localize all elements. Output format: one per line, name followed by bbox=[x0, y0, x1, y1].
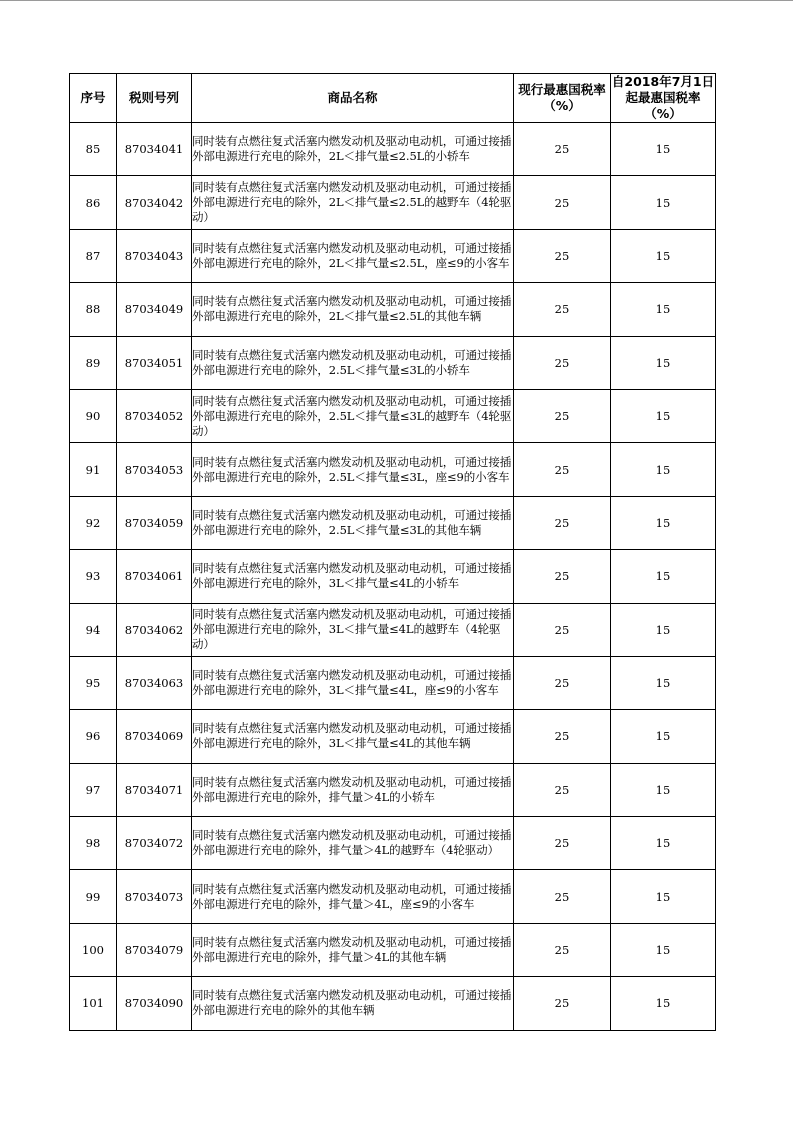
row-current-rate: 25 bbox=[514, 229, 611, 282]
row-index: 94 bbox=[70, 603, 117, 656]
table-row bbox=[70, 283, 716, 336]
row-new-rate: 15 bbox=[611, 176, 716, 229]
row-goods-name: 同时装有点燃往复式活塞内燃发动机及驱动电动机，可通过接插外部电源进行充电的除外，2.5L＜排气量≤3L的小轿车 bbox=[192, 336, 514, 389]
row-goods-name: 同时装有点燃往复式活塞内燃发动机及驱动电动机，可通过接插外部电源进行充电的除外，2L＜排气量≤2.5L，座≤9的小客车 bbox=[192, 229, 514, 282]
row-new-rate: 15 bbox=[611, 977, 716, 1030]
row-current-rate: 25 bbox=[514, 176, 611, 229]
table-row bbox=[70, 336, 716, 389]
row-goods-name: 同时装有点燃往复式活塞内燃发动机及驱动电动机，可通过接插外部电源进行充电的除外，3L＜排气量≤4L的其他车辆 bbox=[192, 710, 514, 763]
row-new-rate: 15 bbox=[611, 443, 716, 496]
row-current-rate: 25 bbox=[514, 710, 611, 763]
row-goods-name: 同时装有点燃往复式活塞内燃发动机及驱动电动机，可通过接插外部电源进行充电的除外，2.5L＜排气量≤3L的其他车辆 bbox=[192, 496, 514, 549]
row-goods-name: 同时装有点燃往复式活塞内燃发动机及驱动电动机，可通过接插外部电源进行充电的除外，3L＜排气量≤4L的越野车（4轮驱动） bbox=[192, 603, 514, 656]
row-tariff-code: 87034059 bbox=[117, 496, 192, 549]
row-tariff-code: 87034042 bbox=[117, 176, 192, 229]
row-index: 96 bbox=[70, 710, 117, 763]
row-goods-name: 同时装有点燃往复式活塞内燃发动机及驱动电动机，可通过接插外部电源进行充电的除外，排气量＞4L的其他车辆 bbox=[192, 923, 514, 976]
row-goods-name: 同时装有点燃往复式活塞内燃发动机及驱动电动机，可通过接插外部电源进行充电的除外，2L＜排气量≤2.5L的越野车（4轮驱动） bbox=[192, 176, 514, 229]
row-current-rate: 25 bbox=[514, 763, 611, 816]
row-current-rate: 25 bbox=[514, 603, 611, 656]
row-tariff-code: 87034073 bbox=[117, 870, 192, 923]
row-tariff-code: 87034069 bbox=[117, 710, 192, 763]
table-row bbox=[70, 817, 716, 870]
table-row bbox=[70, 229, 716, 282]
row-index: 85 bbox=[70, 123, 117, 176]
row-index: 86 bbox=[70, 176, 117, 229]
row-new-rate: 15 bbox=[611, 603, 716, 656]
table-row bbox=[70, 656, 716, 709]
row-index: 97 bbox=[70, 763, 117, 816]
row-tariff-code: 87034072 bbox=[117, 817, 192, 870]
table-row bbox=[70, 389, 716, 442]
table-row bbox=[70, 123, 716, 176]
row-index: 93 bbox=[70, 550, 117, 603]
row-goods-name: 同时装有点燃往复式活塞内燃发动机及驱动电动机，可通过接插外部电源进行充电的除外，3L＜排气量≤4L的小轿车 bbox=[192, 550, 514, 603]
tariff-table bbox=[69, 73, 716, 1031]
row-new-rate: 15 bbox=[611, 763, 716, 816]
row-goods-name: 同时装有点燃往复式活塞内燃发动机及驱动电动机，可通过接插外部电源进行充电的除外，2.5L＜排气量≤3L的越野车（4轮驱动） bbox=[192, 389, 514, 442]
row-tariff-code: 87034062 bbox=[117, 603, 192, 656]
row-new-rate: 15 bbox=[611, 656, 716, 709]
row-index: 99 bbox=[70, 870, 117, 923]
row-current-rate: 25 bbox=[514, 870, 611, 923]
row-current-rate: 25 bbox=[514, 389, 611, 442]
row-tariff-code: 87034041 bbox=[117, 123, 192, 176]
row-new-rate: 15 bbox=[611, 229, 716, 282]
row-current-rate: 25 bbox=[514, 656, 611, 709]
header-goods-name: 商品名称 bbox=[192, 74, 514, 123]
header-new-rate: 自2018年7月1日起最惠国税率（%） bbox=[611, 74, 715, 121]
row-new-rate: 15 bbox=[611, 923, 716, 976]
row-current-rate: 25 bbox=[514, 283, 611, 336]
row-tariff-code: 87034051 bbox=[117, 336, 192, 389]
row-current-rate: 25 bbox=[514, 977, 611, 1030]
row-new-rate: 15 bbox=[611, 550, 716, 603]
header-row bbox=[70, 74, 716, 123]
row-goods-name: 同时装有点燃往复式活塞内燃发动机及驱动电动机，可通过接插外部电源进行充电的除外，排气量＞4L的小轿车 bbox=[192, 763, 514, 816]
table-row bbox=[70, 176, 716, 229]
row-new-rate: 15 bbox=[611, 389, 716, 442]
table-row bbox=[70, 710, 716, 763]
row-index: 88 bbox=[70, 283, 117, 336]
row-tariff-code: 87034079 bbox=[117, 923, 192, 976]
row-tariff-code: 87034063 bbox=[117, 656, 192, 709]
table-row bbox=[70, 977, 716, 1030]
row-current-rate: 25 bbox=[514, 550, 611, 603]
table-row bbox=[70, 603, 716, 656]
table-row bbox=[70, 870, 716, 923]
row-index: 101 bbox=[70, 977, 117, 1030]
row-goods-name: 同时装有点燃往复式活塞内燃发动机及驱动电动机，可通过接插外部电源进行充电的除外的其他车辆 bbox=[192, 977, 514, 1030]
row-goods-name: 同时装有点燃往复式活塞内燃发动机及驱动电动机，可通过接插外部电源进行充电的除外，2L＜排气量≤2.5L的其他车辆 bbox=[192, 283, 514, 336]
row-goods-name: 同时装有点燃往复式活塞内燃发动机及驱动电动机，可通过接插外部电源进行充电的除外，排气量＞4L，座≤9的小客车 bbox=[192, 870, 514, 923]
row-current-rate: 25 bbox=[514, 123, 611, 176]
row-new-rate: 15 bbox=[611, 336, 716, 389]
row-new-rate: 15 bbox=[611, 123, 716, 176]
row-current-rate: 25 bbox=[514, 336, 611, 389]
row-current-rate: 25 bbox=[514, 923, 611, 976]
row-current-rate: 25 bbox=[514, 817, 611, 870]
table-row bbox=[70, 923, 716, 976]
row-new-rate: 15 bbox=[611, 496, 716, 549]
row-tariff-code: 87034071 bbox=[117, 763, 192, 816]
row-new-rate: 15 bbox=[611, 817, 716, 870]
row-new-rate: 15 bbox=[611, 283, 716, 336]
row-tariff-code: 87034090 bbox=[117, 977, 192, 1030]
row-index: 98 bbox=[70, 817, 117, 870]
row-index: 95 bbox=[70, 656, 117, 709]
row-current-rate: 25 bbox=[514, 443, 611, 496]
row-index: 90 bbox=[70, 389, 117, 442]
table-row bbox=[70, 550, 716, 603]
row-goods-name: 同时装有点燃往复式活塞内燃发动机及驱动电动机，可通过接插外部电源进行充电的除外，3L＜排气量≤4L，座≤9的小客车 bbox=[192, 656, 514, 709]
row-index: 87 bbox=[70, 229, 117, 282]
page-top-rule bbox=[0, 0, 793, 1]
table-row bbox=[70, 443, 716, 496]
header-tariff-code: 税则号列 bbox=[117, 74, 192, 123]
row-index: 91 bbox=[70, 443, 117, 496]
row-current-rate: 25 bbox=[514, 496, 611, 549]
row-new-rate: 15 bbox=[611, 870, 716, 923]
row-tariff-code: 87034049 bbox=[117, 283, 192, 336]
row-index: 89 bbox=[70, 336, 117, 389]
row-goods-name: 同时装有点燃往复式活塞内燃发动机及驱动电动机，可通过接插外部电源进行充电的除外，2.5L＜排气量≤3L，座≤9的小客车 bbox=[192, 443, 514, 496]
table-row bbox=[70, 496, 716, 549]
table-body bbox=[70, 123, 716, 1031]
row-tariff-code: 87034061 bbox=[117, 550, 192, 603]
row-tariff-code: 87034043 bbox=[117, 229, 192, 282]
header-current-rate: 现行最惠国税率（%） bbox=[514, 74, 611, 123]
table-row bbox=[70, 763, 716, 816]
row-goods-name: 同时装有点燃往复式活塞内燃发动机及驱动电动机，可通过接插外部电源进行充电的除外，排气量＞4L的越野车（4轮驱动） bbox=[192, 817, 514, 870]
row-tariff-code: 87034053 bbox=[117, 443, 192, 496]
row-index: 100 bbox=[70, 923, 117, 976]
header-index: 序号 bbox=[70, 74, 117, 123]
row-tariff-code: 87034052 bbox=[117, 389, 192, 442]
row-goods-name: 同时装有点燃往复式活塞内燃发动机及驱动电动机，可通过接插外部电源进行充电的除外，2L＜排气量≤2.5L的小轿车 bbox=[192, 123, 514, 176]
row-new-rate: 15 bbox=[611, 710, 716, 763]
row-index: 92 bbox=[70, 496, 117, 549]
